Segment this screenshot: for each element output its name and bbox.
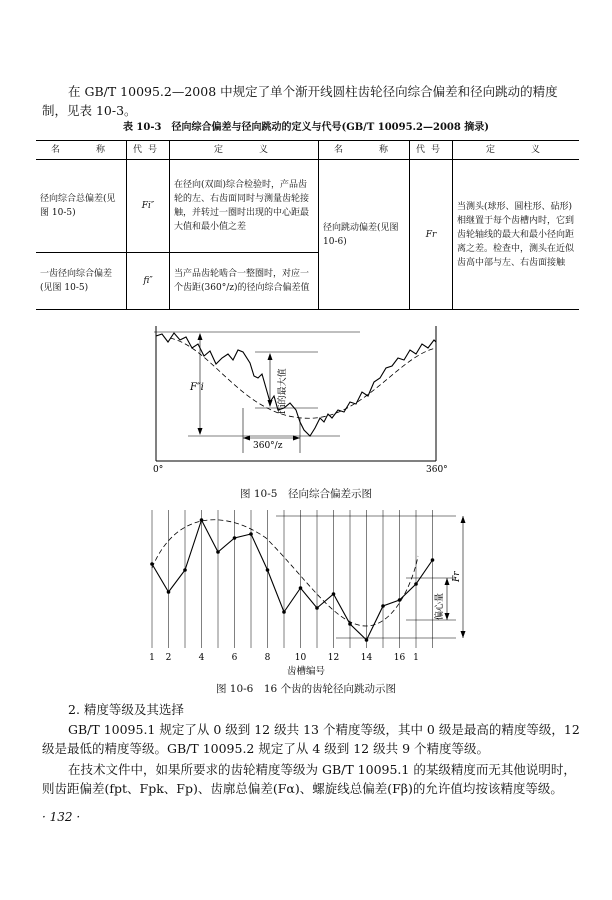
header-name: 名 称 [36,141,127,160]
fig6-point [282,610,286,614]
fig6-point [315,606,319,610]
header-code: 代号 [127,141,170,160]
fig6-label-ecc: 偏心量 [435,592,445,620]
fig6-point [216,550,220,554]
fig6-point [183,568,187,572]
header-def: 定 义 [453,141,580,160]
fig6-runout-polyline [152,520,433,640]
fig6-point [398,598,402,602]
fig5-label-F: F″i [190,382,204,393]
fig6-grid [152,510,433,648]
page-number: · 132 · [42,810,81,824]
fig5-label-pitch: 360°/z [253,441,283,451]
row-definition: 当测头(球形、圆柱形、砧形)相继置于每个齿槽内时，它到齿轮轴线的最大和最小径向距离之差。检查中，测头在近似齿高中部与左、右齿面接触 [453,160,580,310]
row-name: 一齿径向综合偏差(见图 10-5) [36,253,127,310]
row-code: Fr [410,160,453,310]
fig5-arrow [198,333,203,340]
fig6-tick-label: 6 [231,653,238,663]
row-code: fi″ [127,253,170,310]
fig6-arrow [461,631,466,638]
table-caption: 表 10-3 径向综合偏差与径向跳动的定义与代号(GB/T 10095.2—2008 摘录) [122,122,490,133]
fig6-caption: 图 10-6 16 个齿的齿轮径向跳动示图 [215,683,397,695]
fig5-label-f: f″i的最大值 [278,368,288,414]
fig6-point [233,536,237,540]
fig6-point [150,562,154,566]
fig6-tick-label: 8 [264,653,271,663]
fig6-tick-label: 12 [327,653,340,663]
fig6-tick-label: 2 [165,653,172,663]
header-name: 名 称 [319,141,410,160]
fig6-point [167,590,171,594]
fig6-tick-label: 16 [393,653,406,663]
fig6-point [414,582,418,586]
fig5-mean-curve [170,338,436,418]
fig5-label-start: 0° [153,465,164,475]
fig6-point [266,568,270,572]
fig6-xlabel: 齿槽编号 [286,666,326,677]
fig5-caption: 图 10-5 径向综合偏差示图 [240,488,372,500]
fig6-tick-label: 1 [149,653,155,663]
fig6-points [150,518,434,642]
figure-10-6 [136,508,476,680]
row-name: 径向综合总偏差(见图 10-5) [36,160,127,253]
row-definition: 在径向(双面)综合检验时，产品齿轮的左、右齿面同时与测量齿轮接触，并转过一圈时出现的中心距最大值和最小值之差 [170,160,319,253]
spec-paragraph: 在技术文件中，如果所要求的齿轮精度等级为 GB/T 10095.1 的某级精度而无其他说明时，则齿距偏差(fpt、Fpk、Fp)、齿廓总偏差(Fα)、螺旋线总偏差(Fβ)的允许值均按该精度等级。 [42,762,576,796]
fig6-point [249,532,253,536]
fig6-point [332,592,336,596]
fig6-arrow [445,578,450,585]
fig6-arrow [461,516,466,523]
fig5-label-end: 360° [426,465,448,475]
fig5-arrow [268,353,273,360]
fig6-point [381,604,385,608]
fig6-arrow [445,613,450,620]
intro-paragraph: 在 GB/T 10095.2—2008 中规定了单个渐开线圆柱齿轮径向综合偏差和径向跳动的精度制，见表 10-3。 [42,84,558,118]
fig6-point [299,586,303,590]
precision-paragraph: GB/T 10095.1 规定了从 0 级到 12 级共 13 个精度等级，其中 0 级是最高的精度等级，12 级是最低的精度等级。GB/T 10095.2 规定了从 4 级到 12 级共 9 个精度等级。 [42,722,580,756]
fig6-tick-label: 4 [198,653,205,663]
section-title: 2. 精度等级及其选择 [68,702,184,717]
header-code: 代号 [410,141,453,160]
fig6-tick-labels [149,653,419,663]
fig6-point [365,638,369,642]
row-name: 径向跳动偏差(见图 10-6) [319,160,410,310]
fig6-label-Fr: Fr [452,571,462,582]
fig6-tick-label: 1 [413,653,419,663]
fig6-tick-label: 10 [294,653,307,663]
fig6-point [348,622,352,626]
row-code: Fi″ [127,160,170,253]
header-def: 定 义 [170,141,319,160]
fig6-tick-label: 14 [360,653,373,663]
fig6-point [200,518,204,522]
figure-10-5 [140,318,460,478]
row-definition: 当产品齿轮啮合一整圈时，对应一个齿距(360°/z)的径向综合偏差值 [170,253,319,310]
fig5-arrow [198,428,203,435]
definition-table [36,140,579,310]
fig6-point [431,558,435,562]
